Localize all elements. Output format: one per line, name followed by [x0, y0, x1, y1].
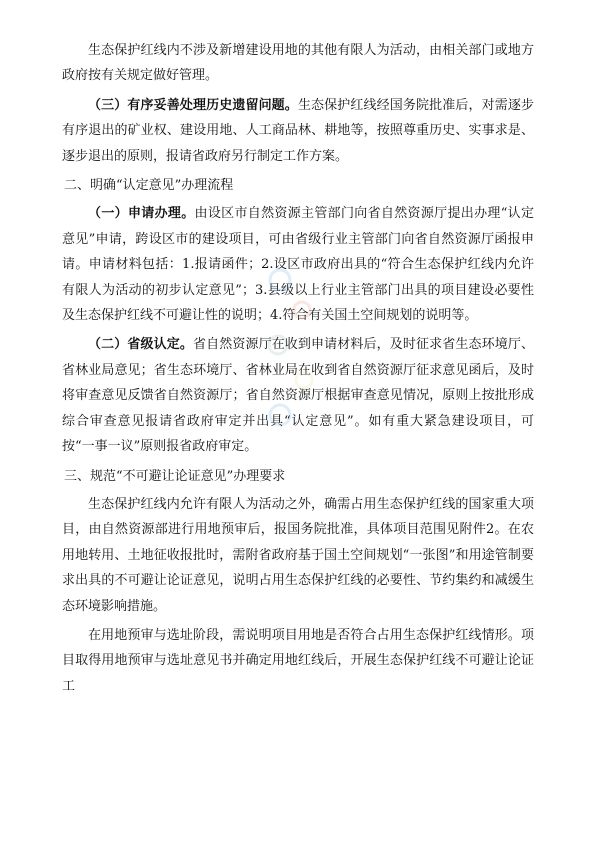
heading-text: 三、规范“不可避让论证意见”办理要求 [64, 468, 286, 484]
section-heading-2 [62, 173, 534, 198]
paragraph-lead: （二）省级认定。 [88, 337, 193, 353]
heading-text: 二、明确“认定意见”办理流程 [64, 178, 234, 194]
paragraph-text: 生态保护红线经国务院批准后，对需逐步有序退出的矿业权、建设用地、人工商品林、耕地等，按照尊重历史、实事求是、逐步退出的原则，报请省政府另行制定工作方案。 [62, 97, 534, 164]
paragraph-application [62, 201, 534, 328]
paragraph-major-projects [62, 492, 534, 619]
document-body [62, 38, 534, 700]
paragraph-site-selection [62, 623, 534, 699]
paragraph-text: 在用地预审与选址阶段，需说明项目用地是否符合占用生态保护红线情形。项目取得用地预审与选址意见书并确定用地红线后，开展生态保护红线不可避让论证工 [62, 627, 534, 694]
paragraph-text: 生态保护红线内允许有限人为活动之外，确需占用生态保护红线的国家重大项目，由自然资源部进行用地预审后，报国务院批准，具体项目范围见附件2。在农用地转用、土地征收报批时，需附省政府基于国土空间规划“一张图”和用途管制要求出具的不可避让论证意见，说明占用生态保护红线的必要性、节约集约和减缓生态环境影响措施。 [62, 496, 534, 614]
section-heading-3 [62, 464, 534, 489]
paragraph-lead: （一）申请办理。 [88, 206, 195, 222]
paragraph-text: 省自然资源厅在收到申请材料后，及时征求省生态环境厅、省林业局意见；省生态环境厅、省林业局在收到省自然资源厅征求意见函后，及时将审查意见反馈省自然资源厅；省自然资源厅根据审查意见情况，原则上按批形成综合审查意见报请省政府审定并出具“认定意见”。如有重大紧急建设项目，可按“一事一议”原则报省政府审定。 [62, 337, 534, 455]
paragraph-text: 生态保护红线内不涉及新增建设用地的其他有限人为活动，由相关部门或地方政府按有关规定做好管理。 [62, 43, 534, 84]
paragraph-provincial-approval [62, 332, 534, 459]
paragraph-activity-management [62, 38, 534, 89]
paragraph-text: 由设区市自然资源主管部门向省自然资源厅提出办理“认定意见”申请，跨设区市的建设项目，可由省级行业主管部门向省自然资源厅函报申请。申请材料包括：1.报请函件；2.设区市政府出具的“符合生态保护红线内允许有限人为活动的初步认定意见”；3.县级以上行业主管部门出具的项目建设必要性及生态保护红线不可避让性的说明；4.符合有关国土空间规划的说明等。 [62, 206, 534, 324]
paragraph-historical-issues [62, 93, 534, 169]
paragraph-lead: （三）有序妥善处理历史遗留问题。 [88, 97, 298, 113]
